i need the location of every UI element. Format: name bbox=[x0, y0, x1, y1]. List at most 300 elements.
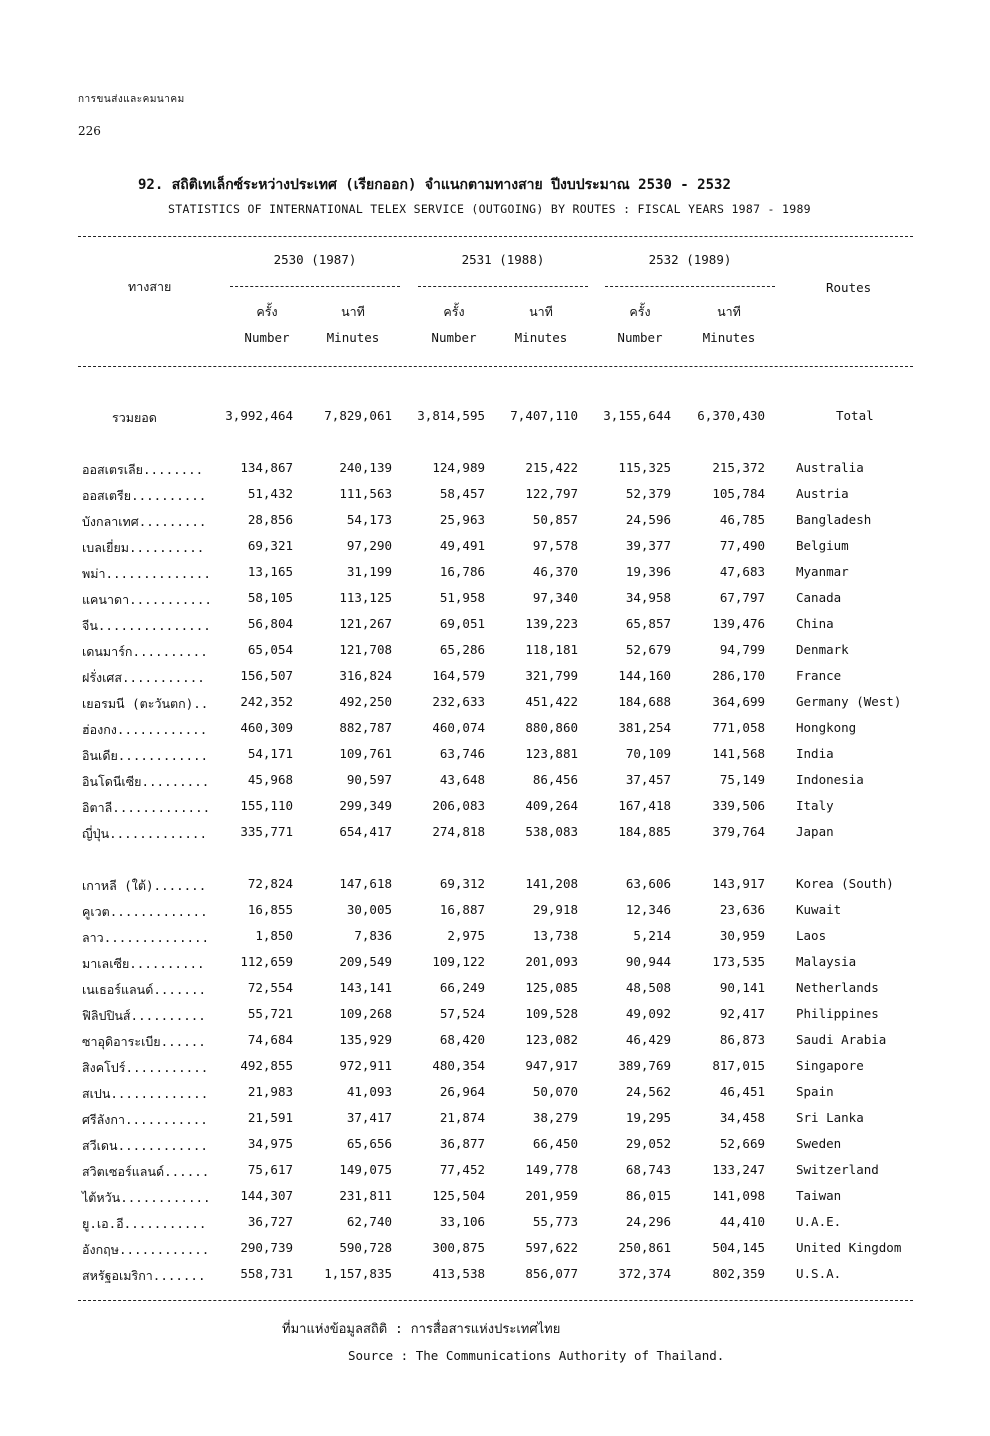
cell-number-2532: 63,606 bbox=[625, 876, 671, 891]
cell-number-2530: 74,684 bbox=[247, 1032, 293, 1047]
header-minutes-english-2530: Minutes bbox=[326, 330, 380, 345]
cell-minutes-2531: 141,208 bbox=[525, 876, 578, 891]
total-minutes-2530: 7,829,061 bbox=[324, 408, 392, 423]
cell-minutes-2530: 149,075 bbox=[339, 1162, 392, 1177]
route-name-english: Sweden bbox=[796, 1136, 842, 1151]
cell-minutes-2531: 46,370 bbox=[532, 564, 578, 579]
cell-number-2531: 232,633 bbox=[432, 694, 485, 709]
route-name-english: U.A.E. bbox=[796, 1214, 842, 1229]
total-minutes-2531: 7,407,110 bbox=[510, 408, 578, 423]
cell-minutes-2531: 597,622 bbox=[525, 1240, 578, 1255]
cell-number-2532: 52,679 bbox=[625, 642, 671, 657]
route-name-english: Kuwait bbox=[796, 902, 842, 917]
cell-number-2531: 206,083 bbox=[432, 798, 485, 813]
cell-minutes-2532: 90,141 bbox=[719, 980, 765, 995]
cell-number-2532: 24,562 bbox=[625, 1084, 671, 1099]
cell-number-2531: 274,818 bbox=[432, 824, 485, 839]
cell-number-2530: 112,659 bbox=[240, 954, 293, 969]
cell-minutes-2531: 97,340 bbox=[532, 590, 578, 605]
route-name-english: Sri Lanka bbox=[796, 1110, 864, 1125]
table-row bbox=[0, 902, 990, 928]
cell-number-2530: 492,855 bbox=[240, 1058, 293, 1073]
table-row bbox=[0, 798, 990, 824]
cell-minutes-2531: 125,085 bbox=[525, 980, 578, 995]
cell-number-2532: 39,377 bbox=[625, 538, 671, 553]
cell-minutes-2530: 31,199 bbox=[346, 564, 392, 579]
cell-number-2532: 389,769 bbox=[618, 1058, 671, 1073]
cell-minutes-2531: 409,264 bbox=[525, 798, 578, 813]
source-thai: ที่มาแห่งข้อมูลสถิติ : การสื่อสารแห่งประเทศไทย bbox=[282, 1322, 561, 1337]
cell-number-2530: 34,975 bbox=[247, 1136, 293, 1151]
cell-number-2532: 12,346 bbox=[625, 902, 671, 917]
cell-number-2531: 33,106 bbox=[439, 1214, 485, 1229]
cell-minutes-2530: 209,549 bbox=[339, 954, 392, 969]
year-underline-2532 bbox=[605, 286, 775, 287]
cell-minutes-2531: 201,093 bbox=[525, 954, 578, 969]
table-row bbox=[0, 1110, 990, 1136]
header-number-english-2531: Number bbox=[431, 330, 477, 345]
table-row bbox=[0, 980, 990, 1006]
cell-minutes-2530: 590,728 bbox=[339, 1240, 392, 1255]
cell-minutes-2532: 771,058 bbox=[712, 720, 765, 735]
cell-minutes-2530: 41,093 bbox=[346, 1084, 392, 1099]
cell-minutes-2531: 215,422 bbox=[525, 460, 578, 475]
header-route-thai: ทางสาย bbox=[128, 279, 172, 294]
table-row bbox=[0, 1058, 990, 1084]
cell-number-2530: 156,507 bbox=[240, 668, 293, 683]
table-row bbox=[0, 668, 990, 694]
cell-minutes-2530: 121,708 bbox=[339, 642, 392, 657]
route-name-thai: เกาหลี (ใต้)....... bbox=[82, 878, 207, 893]
cell-number-2530: 72,824 bbox=[247, 876, 293, 891]
route-name-thai: อังกฤษ............ bbox=[82, 1242, 210, 1257]
route-name-english: Philippines bbox=[796, 1006, 879, 1021]
page-number: 226 bbox=[78, 124, 101, 138]
cell-number-2530: 144,307 bbox=[240, 1188, 293, 1203]
route-name-english: Austria bbox=[796, 486, 849, 501]
cell-number-2530: 558,731 bbox=[240, 1266, 293, 1281]
cell-number-2532: 381,254 bbox=[618, 720, 671, 735]
cell-number-2531: 51,958 bbox=[439, 590, 485, 605]
cell-minutes-2532: 215,372 bbox=[712, 460, 765, 475]
table-row bbox=[0, 538, 990, 564]
cell-number-2531: 58,457 bbox=[439, 486, 485, 501]
cell-minutes-2530: 135,929 bbox=[339, 1032, 392, 1047]
cell-minutes-2531: 321,799 bbox=[525, 668, 578, 683]
route-name-thai: ฮ่องกง............ bbox=[82, 722, 208, 737]
cell-minutes-2532: 379,764 bbox=[712, 824, 765, 839]
cell-minutes-2530: 90,597 bbox=[346, 772, 392, 787]
route-name-english: Denmark bbox=[796, 642, 849, 657]
cell-minutes-2531: 139,223 bbox=[525, 616, 578, 631]
total-label-english: Total bbox=[836, 408, 874, 423]
route-name-english: Netherlands bbox=[796, 980, 879, 995]
cell-number-2532: 144,160 bbox=[618, 668, 671, 683]
cell-minutes-2532: 75,149 bbox=[719, 772, 765, 787]
cell-minutes-2532: 46,785 bbox=[719, 512, 765, 527]
cell-minutes-2530: 299,349 bbox=[339, 798, 392, 813]
table-row bbox=[0, 1188, 990, 1214]
header-year-2530: 2530 (1987) bbox=[273, 252, 357, 267]
cell-minutes-2530: 1,157,835 bbox=[324, 1266, 392, 1281]
cell-number-2530: 75,617 bbox=[247, 1162, 293, 1177]
table-row bbox=[0, 1032, 990, 1058]
cell-minutes-2530: 30,005 bbox=[346, 902, 392, 917]
cell-number-2531: 66,249 bbox=[439, 980, 485, 995]
header-minutes-english-2531: Minutes bbox=[514, 330, 568, 345]
cell-minutes-2532: 34,458 bbox=[719, 1110, 765, 1125]
route-name-thai: ซาอุดิอาระเบีย...... bbox=[82, 1034, 206, 1049]
cell-number-2530: 56,804 bbox=[247, 616, 293, 631]
route-name-thai: จีน............... bbox=[82, 618, 211, 633]
cell-number-2532: 24,296 bbox=[625, 1214, 671, 1229]
table-row bbox=[0, 928, 990, 954]
cell-minutes-2530: 109,268 bbox=[339, 1006, 392, 1021]
table-row bbox=[0, 694, 990, 720]
route-name-english: Indonesia bbox=[796, 772, 864, 787]
cell-number-2530: 16,855 bbox=[247, 902, 293, 917]
route-name-thai: อินเดีย............ bbox=[82, 748, 209, 763]
table-row bbox=[0, 512, 990, 538]
route-name-thai: แคนาดา........... bbox=[82, 592, 212, 607]
cell-minutes-2530: 147,618 bbox=[339, 876, 392, 891]
cell-minutes-2530: 972,911 bbox=[339, 1058, 392, 1073]
header-minutes-english-2532: Minutes bbox=[702, 330, 756, 345]
cell-minutes-2531: 451,422 bbox=[525, 694, 578, 709]
route-name-english: France bbox=[796, 668, 842, 683]
route-name-thai: สหรัฐอเมริกา....... bbox=[82, 1268, 206, 1283]
cell-minutes-2532: 339,506 bbox=[712, 798, 765, 813]
total-number-2532: 3,155,644 bbox=[603, 408, 671, 423]
cell-number-2532: 167,418 bbox=[618, 798, 671, 813]
route-name-english: China bbox=[796, 616, 834, 631]
route-name-english: U.S.A. bbox=[796, 1266, 842, 1281]
cell-minutes-2530: 62,740 bbox=[346, 1214, 392, 1229]
cell-minutes-2531: 123,082 bbox=[525, 1032, 578, 1047]
table-title-thai: 92. สถิติเทเล็กซ์ระหว่างประเทศ (เรียกออก) จำแนกตามทางสาย ปีงบประมาณ 2530 - 2532 bbox=[138, 177, 731, 193]
cell-minutes-2532: 52,669 bbox=[719, 1136, 765, 1151]
cell-number-2530: 242,352 bbox=[240, 694, 293, 709]
cell-number-2531: 43,648 bbox=[439, 772, 485, 787]
cell-number-2532: 46,429 bbox=[625, 1032, 671, 1047]
cell-number-2532: 49,092 bbox=[625, 1006, 671, 1021]
route-name-thai: อิตาลี............. bbox=[82, 800, 211, 815]
cell-minutes-2531: 109,528 bbox=[525, 1006, 578, 1021]
route-name-thai: ไต้หวัน............ bbox=[82, 1190, 211, 1205]
cell-number-2530: 54,171 bbox=[247, 746, 293, 761]
cell-minutes-2530: 109,761 bbox=[339, 746, 392, 761]
cell-number-2531: 26,964 bbox=[439, 1084, 485, 1099]
table-row bbox=[0, 954, 990, 980]
cell-minutes-2532: 94,799 bbox=[719, 642, 765, 657]
cell-minutes-2531: 50,070 bbox=[532, 1084, 578, 1099]
cell-minutes-2532: 173,535 bbox=[712, 954, 765, 969]
cell-number-2531: 480,354 bbox=[432, 1058, 485, 1073]
header-number-english-2532: Number bbox=[617, 330, 663, 345]
cell-minutes-2531: 880,860 bbox=[525, 720, 578, 735]
table-row bbox=[0, 1214, 990, 1240]
cell-number-2531: 16,786 bbox=[439, 564, 485, 579]
cell-number-2532: 250,861 bbox=[618, 1240, 671, 1255]
cell-minutes-2531: 86,456 bbox=[532, 772, 578, 787]
cell-number-2531: 69,051 bbox=[439, 616, 485, 631]
cell-minutes-2532: 139,476 bbox=[712, 616, 765, 631]
route-name-thai: ยู.เอ.อี........... bbox=[82, 1216, 207, 1231]
cell-number-2530: 72,554 bbox=[247, 980, 293, 995]
route-name-english: Australia bbox=[796, 460, 864, 475]
table-row bbox=[0, 746, 990, 772]
cell-number-2531: 21,874 bbox=[439, 1110, 485, 1125]
header-number-thai-2532: ครั้ง bbox=[629, 304, 651, 319]
cell-number-2530: 1,850 bbox=[255, 928, 293, 943]
table-row bbox=[0, 720, 990, 746]
route-name-english: Japan bbox=[796, 824, 834, 839]
cell-number-2531: 460,074 bbox=[432, 720, 485, 735]
cell-number-2531: 77,452 bbox=[439, 1162, 485, 1177]
route-name-thai: ศรีลังกา........... bbox=[82, 1112, 208, 1127]
cell-minutes-2530: 316,824 bbox=[339, 668, 392, 683]
total-row bbox=[0, 408, 990, 434]
cell-minutes-2531: 122,797 bbox=[525, 486, 578, 501]
route-name-english: Korea (South) bbox=[796, 876, 894, 891]
route-name-thai: เยอรมนี (ตะวันตก).. bbox=[82, 696, 209, 711]
route-name-thai: สวิตเซอร์แลนด์...... bbox=[82, 1164, 210, 1179]
cell-minutes-2530: 37,417 bbox=[346, 1110, 392, 1125]
cell-minutes-2531: 201,959 bbox=[525, 1188, 578, 1203]
route-name-english: India bbox=[796, 746, 834, 761]
cell-number-2532: 48,508 bbox=[625, 980, 671, 995]
cell-number-2531: 109,122 bbox=[432, 954, 485, 969]
cell-number-2532: 52,379 bbox=[625, 486, 671, 501]
cell-minutes-2532: 504,145 bbox=[712, 1240, 765, 1255]
cell-number-2531: 57,524 bbox=[439, 1006, 485, 1021]
cell-minutes-2532: 30,959 bbox=[719, 928, 765, 943]
cell-minutes-2530: 231,811 bbox=[339, 1188, 392, 1203]
cell-number-2532: 29,052 bbox=[625, 1136, 671, 1151]
cell-number-2530: 28,856 bbox=[247, 512, 293, 527]
route-name-english: Hongkong bbox=[796, 720, 857, 735]
cell-number-2532: 24,596 bbox=[625, 512, 671, 527]
cell-number-2531: 124,989 bbox=[432, 460, 485, 475]
cell-minutes-2530: 7,836 bbox=[354, 928, 392, 943]
running-header: การขนส่งและคมนาคม bbox=[78, 94, 185, 105]
cell-minutes-2531: 38,279 bbox=[532, 1110, 578, 1125]
cell-minutes-2530: 113,125 bbox=[339, 590, 392, 605]
cell-number-2530: 58,105 bbox=[247, 590, 293, 605]
cell-minutes-2532: 44,410 bbox=[719, 1214, 765, 1229]
cell-minutes-2532: 364,699 bbox=[712, 694, 765, 709]
cell-number-2530: 21,983 bbox=[247, 1084, 293, 1099]
cell-number-2530: 134,867 bbox=[240, 460, 293, 475]
cell-number-2530: 155,110 bbox=[240, 798, 293, 813]
route-name-english: United Kingdom bbox=[796, 1240, 902, 1255]
cell-number-2531: 300,875 bbox=[432, 1240, 485, 1255]
cell-number-2531: 164,579 bbox=[432, 668, 485, 683]
route-name-english: Germany (West) bbox=[796, 694, 902, 709]
cell-minutes-2531: 13,738 bbox=[532, 928, 578, 943]
header-minutes-thai-2530: นาที bbox=[341, 304, 365, 319]
cell-number-2530: 55,721 bbox=[247, 1006, 293, 1021]
cell-number-2532: 115,325 bbox=[618, 460, 671, 475]
route-name-thai: ออสเตรีย.......... bbox=[82, 488, 207, 503]
header-minutes-thai-2532: นาที bbox=[717, 304, 741, 319]
cell-minutes-2532: 105,784 bbox=[712, 486, 765, 501]
table-row bbox=[0, 1266, 990, 1292]
total-label-thai: รวมยอด bbox=[112, 410, 157, 425]
header-year-2532: 2532 (1989) bbox=[648, 252, 732, 267]
cell-minutes-2532: 286,170 bbox=[712, 668, 765, 683]
table-row bbox=[0, 1006, 990, 1032]
route-name-english: Saudi Arabia bbox=[796, 1032, 887, 1047]
cell-number-2531: 413,538 bbox=[432, 1266, 485, 1281]
cell-number-2530: 335,771 bbox=[240, 824, 293, 839]
table-row bbox=[0, 1084, 990, 1110]
cell-minutes-2531: 55,773 bbox=[532, 1214, 578, 1229]
header-minutes-thai-2531: นาที bbox=[529, 304, 553, 319]
route-name-thai: เนเธอร์แลนด์....... bbox=[82, 982, 206, 997]
route-name-thai: สวีเดน............ bbox=[82, 1138, 208, 1153]
route-name-english: Italy bbox=[796, 798, 834, 813]
cell-minutes-2531: 66,450 bbox=[532, 1136, 578, 1151]
header-year-2531: 2531 (1988) bbox=[461, 252, 545, 267]
cell-minutes-2532: 143,917 bbox=[712, 876, 765, 891]
cell-minutes-2531: 118,181 bbox=[525, 642, 578, 657]
cell-number-2530: 13,165 bbox=[247, 564, 293, 579]
header-route-english: Routes bbox=[826, 280, 872, 295]
table-bottom-rule bbox=[78, 1300, 913, 1301]
route-name-thai: เดนมาร์ก.......... bbox=[82, 644, 208, 659]
cell-minutes-2530: 143,141 bbox=[339, 980, 392, 995]
cell-number-2531: 63,746 bbox=[439, 746, 485, 761]
year-underline-2531 bbox=[418, 286, 588, 287]
cell-minutes-2531: 123,881 bbox=[525, 746, 578, 761]
cell-minutes-2532: 47,683 bbox=[719, 564, 765, 579]
cell-number-2532: 68,743 bbox=[625, 1162, 671, 1177]
cell-number-2531: 25,963 bbox=[439, 512, 485, 527]
route-name-english: Myanmar bbox=[796, 564, 849, 579]
table-row bbox=[0, 460, 990, 486]
table-row bbox=[0, 616, 990, 642]
table-row bbox=[0, 876, 990, 902]
cell-minutes-2532: 23,636 bbox=[719, 902, 765, 917]
cell-minutes-2532: 92,417 bbox=[719, 1006, 765, 1021]
cell-number-2532: 70,109 bbox=[625, 746, 671, 761]
route-name-english: Switzerland bbox=[796, 1162, 879, 1177]
table-row bbox=[0, 564, 990, 590]
cell-minutes-2532: 141,098 bbox=[712, 1188, 765, 1203]
table-row bbox=[0, 590, 990, 616]
route-name-thai: พม่า.............. bbox=[82, 566, 211, 581]
route-name-thai: ลาว.............. bbox=[82, 930, 210, 945]
cell-number-2532: 65,857 bbox=[625, 616, 671, 631]
header-number-english-2530: Number bbox=[244, 330, 290, 345]
route-name-thai: อินโดนีเซีย......... bbox=[82, 774, 210, 789]
table-row bbox=[0, 642, 990, 668]
cell-minutes-2530: 111,563 bbox=[339, 486, 392, 501]
route-name-english: Bangladesh bbox=[796, 512, 872, 527]
cell-number-2531: 36,877 bbox=[439, 1136, 485, 1151]
total-minutes-2532: 6,370,430 bbox=[697, 408, 765, 423]
cell-minutes-2530: 65,656 bbox=[346, 1136, 392, 1151]
route-name-thai: สิงคโปร์........... bbox=[82, 1060, 209, 1075]
cell-minutes-2532: 46,451 bbox=[719, 1084, 765, 1099]
route-name-thai: ญี่ปุ่น............. bbox=[82, 826, 207, 841]
cell-minutes-2530: 240,139 bbox=[339, 460, 392, 475]
table-row bbox=[0, 1240, 990, 1266]
table-row bbox=[0, 824, 990, 850]
cell-minutes-2532: 77,490 bbox=[719, 538, 765, 553]
route-name-english: Canada bbox=[796, 590, 842, 605]
cell-number-2532: 5,214 bbox=[633, 928, 671, 943]
cell-number-2532: 184,688 bbox=[618, 694, 671, 709]
cell-number-2531: 2,975 bbox=[447, 928, 485, 943]
cell-number-2532: 372,374 bbox=[618, 1266, 671, 1281]
cell-minutes-2532: 802,359 bbox=[712, 1266, 765, 1281]
cell-minutes-2532: 817,015 bbox=[712, 1058, 765, 1073]
cell-number-2530: 460,309 bbox=[240, 720, 293, 735]
cell-number-2530: 51,432 bbox=[247, 486, 293, 501]
source-english: Source : The Communications Authority of Thailand. bbox=[348, 1348, 725, 1363]
table-row bbox=[0, 1162, 990, 1188]
route-name-thai: ฟิลิปปินส์.......... bbox=[82, 1008, 206, 1023]
total-number-2530: 3,992,464 bbox=[225, 408, 293, 423]
table-title-english: STATISTICS OF INTERNATIONAL TELEX SERVICE (OUTGOING) BY ROUTES : FISCAL YEARS 1987 - 1989 bbox=[168, 202, 811, 216]
cell-minutes-2532: 141,568 bbox=[712, 746, 765, 761]
cell-number-2532: 34,958 bbox=[625, 590, 671, 605]
header-bottom-rule bbox=[78, 366, 913, 367]
cell-minutes-2532: 86,873 bbox=[719, 1032, 765, 1047]
cell-minutes-2530: 97,290 bbox=[346, 538, 392, 553]
cell-number-2530: 65,054 bbox=[247, 642, 293, 657]
cell-number-2531: 68,420 bbox=[439, 1032, 485, 1047]
header-number-thai-2530: ครั้ง bbox=[256, 304, 278, 319]
cell-minutes-2530: 492,250 bbox=[339, 694, 392, 709]
cell-number-2532: 90,944 bbox=[625, 954, 671, 969]
cell-number-2530: 290,739 bbox=[240, 1240, 293, 1255]
cell-number-2531: 125,504 bbox=[432, 1188, 485, 1203]
cell-minutes-2530: 121,267 bbox=[339, 616, 392, 631]
cell-number-2530: 21,591 bbox=[247, 1110, 293, 1125]
route-name-thai: เบลเยี่ยม.......... bbox=[82, 540, 205, 555]
table-row bbox=[0, 1136, 990, 1162]
header-top-rule bbox=[78, 236, 913, 237]
cell-number-2530: 69,321 bbox=[247, 538, 293, 553]
route-name-thai: ฝรั่งเศส........... bbox=[82, 670, 205, 685]
route-name-thai: บังกลาเทศ......... bbox=[82, 514, 207, 529]
route-name-english: Spain bbox=[796, 1084, 834, 1099]
cell-number-2531: 49,491 bbox=[439, 538, 485, 553]
cell-number-2531: 69,312 bbox=[439, 876, 485, 891]
cell-minutes-2531: 947,917 bbox=[525, 1058, 578, 1073]
cell-number-2531: 65,286 bbox=[439, 642, 485, 657]
route-name-english: Laos bbox=[796, 928, 827, 943]
header-number-thai-2531: ครั้ง bbox=[443, 304, 465, 319]
table-row bbox=[0, 486, 990, 512]
route-name-english: Malaysia bbox=[796, 954, 857, 969]
cell-number-2530: 36,727 bbox=[247, 1214, 293, 1229]
cell-minutes-2531: 149,778 bbox=[525, 1162, 578, 1177]
year-underline-2530 bbox=[230, 286, 400, 287]
cell-minutes-2531: 29,918 bbox=[532, 902, 578, 917]
route-name-thai: ออสเตรเลีย........ bbox=[82, 462, 204, 477]
route-name-english: Taiwan bbox=[796, 1188, 842, 1203]
route-name-thai: สเปน............. bbox=[82, 1086, 209, 1101]
route-name-english: Singapore bbox=[796, 1058, 864, 1073]
cell-minutes-2532: 133,247 bbox=[712, 1162, 765, 1177]
cell-number-2530: 45,968 bbox=[247, 772, 293, 787]
cell-minutes-2532: 67,797 bbox=[719, 590, 765, 605]
cell-minutes-2530: 654,417 bbox=[339, 824, 392, 839]
